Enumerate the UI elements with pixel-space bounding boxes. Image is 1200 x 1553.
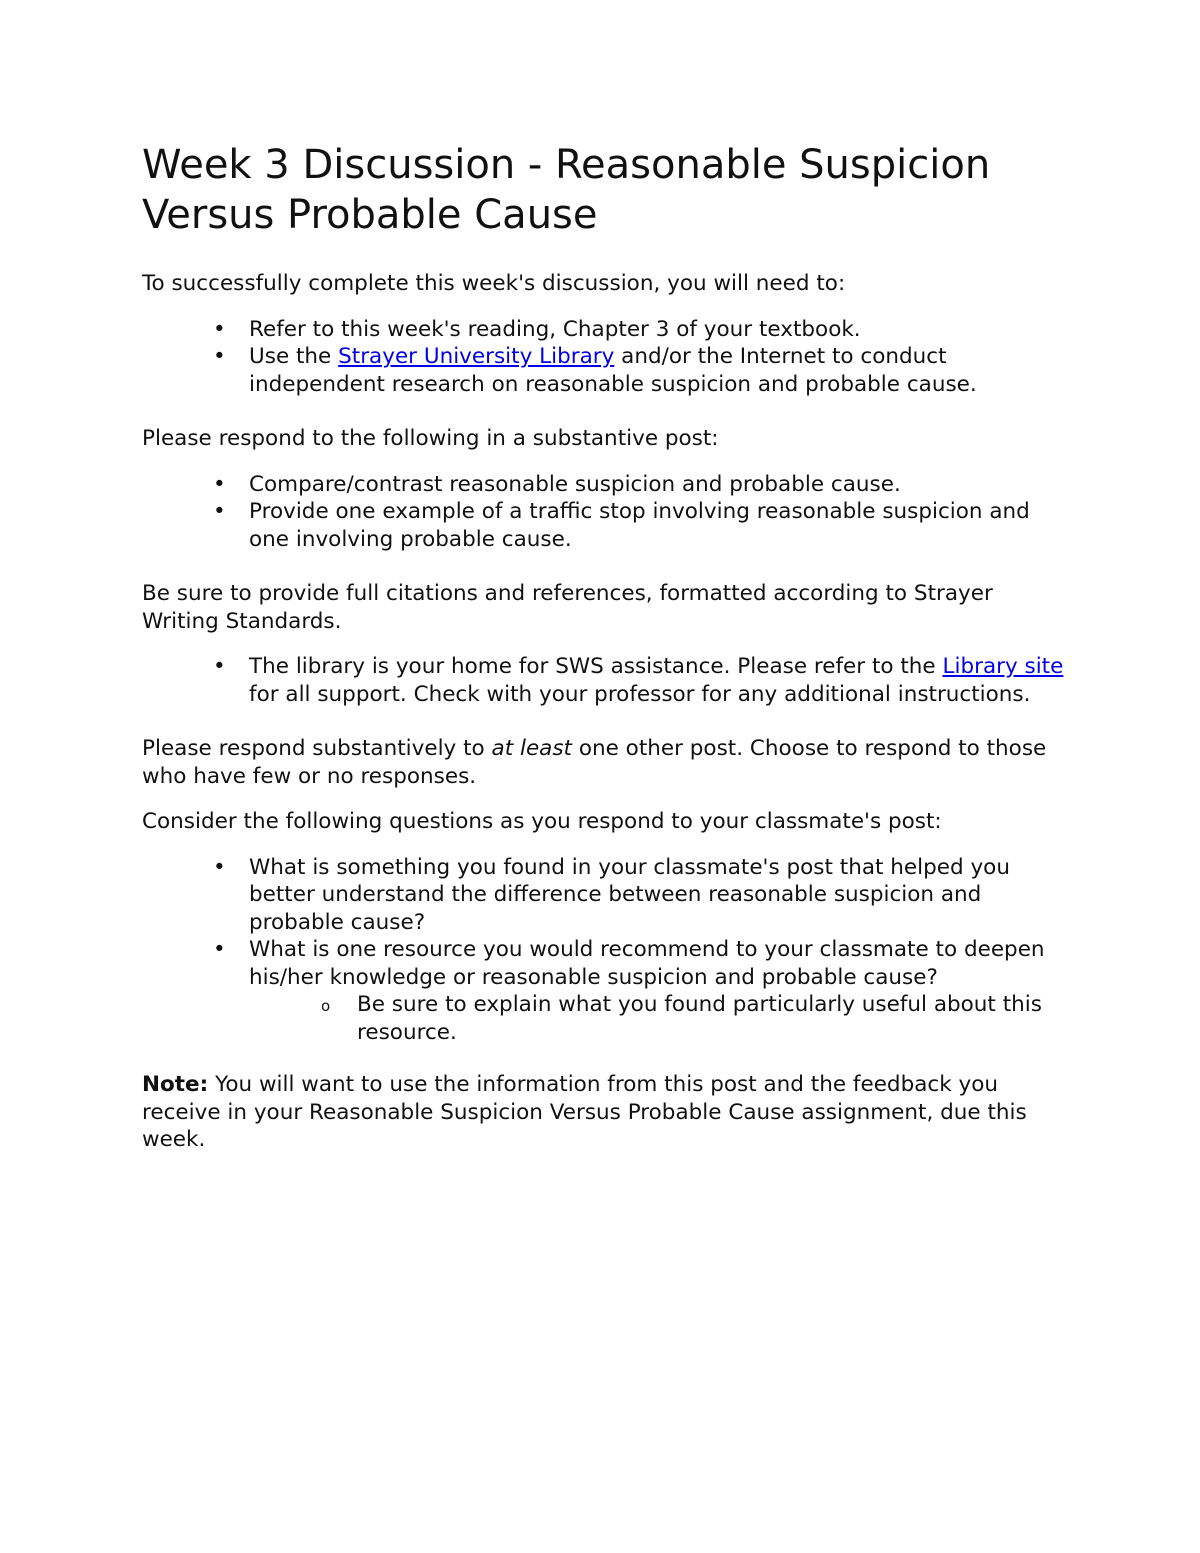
list-item-text: Use the [249,344,339,369]
note-text: You will want to use the information from this post and the feedback you receive in your Reasonable Suspicion Versus Probable Cause assignment, due this week. [142,1072,1027,1152]
list-item-text: Be sure to explain what you found particularly useful about this resource. [357,992,1042,1045]
intro-paragraph: To successfully complete this week's discussion, you will need to: [142,271,846,296]
consider-paragraph: Consider the following questions as you respond to your classmate's post: [142,809,942,834]
list-item-text: What is one resource you would recommend to your classmate to deepen his/her knowledge or reasonable suspicion and probable cause? [249,937,1045,990]
post-tasks-list [142,471,1072,554]
note-label: Note: [142,1072,209,1097]
questions-list [142,854,1072,1047]
sub-list [249,991,1072,1046]
note-paragraph [142,1071,1072,1154]
library-list [142,653,1072,708]
page-title: Week 3 Discussion - Reasonable Suspicion Versus Probable Cause [142,142,991,238]
respond-intro-paragraph: Please respond to the following in a substantive post: [142,426,719,451]
library-site-link[interactable]: Library site [942,654,1064,679]
sub-list-item [249,991,1072,1046]
list-item-text: What is something you found in your classmate's post that helped you better understand the difference between reasonable suspicion and probable cause? [249,854,1010,935]
strayer-library-link[interactable]: Strayer University Library [338,344,615,369]
list-item-text: Refer to this week's reading, Chapter 3 of your textbook. [249,316,861,342]
list-item [142,471,1072,499]
list-item-text: for all support. Check with your professor for any additional instructions. [249,681,1031,707]
list-item [142,498,1072,553]
list-item [142,343,1072,398]
requirements-list [142,316,1072,399]
list-item [142,653,1072,708]
emphasis-text: at least [491,736,572,761]
respond-others-text: one other post. Choose to respond to those who have few or no responses. [142,736,1047,789]
list-item [142,316,1072,344]
list-item [142,936,1072,1046]
list-item-text: and/or the Internet to conduct independent research on reasonable suspicion and probable cause. [249,344,977,397]
respond-others-text: Please respond substantively to [142,736,492,761]
list-item-text: Compare/contrast reasonable suspicion and probable cause. [249,471,901,497]
document-page [142,140,1072,1181]
list-item-text: The library is your home for SWS assistance. Please refer to the [249,654,943,679]
citations-paragraph: Be sure to provide full citations and references, formatted according to Strayer Writing Standards. [142,581,993,634]
respond-others-paragraph [142,735,1072,790]
list-item [142,854,1072,937]
list-item-text: Provide one example of a traffic stop involving reasonable suspicion and one involving probable cause. [249,499,1030,552]
